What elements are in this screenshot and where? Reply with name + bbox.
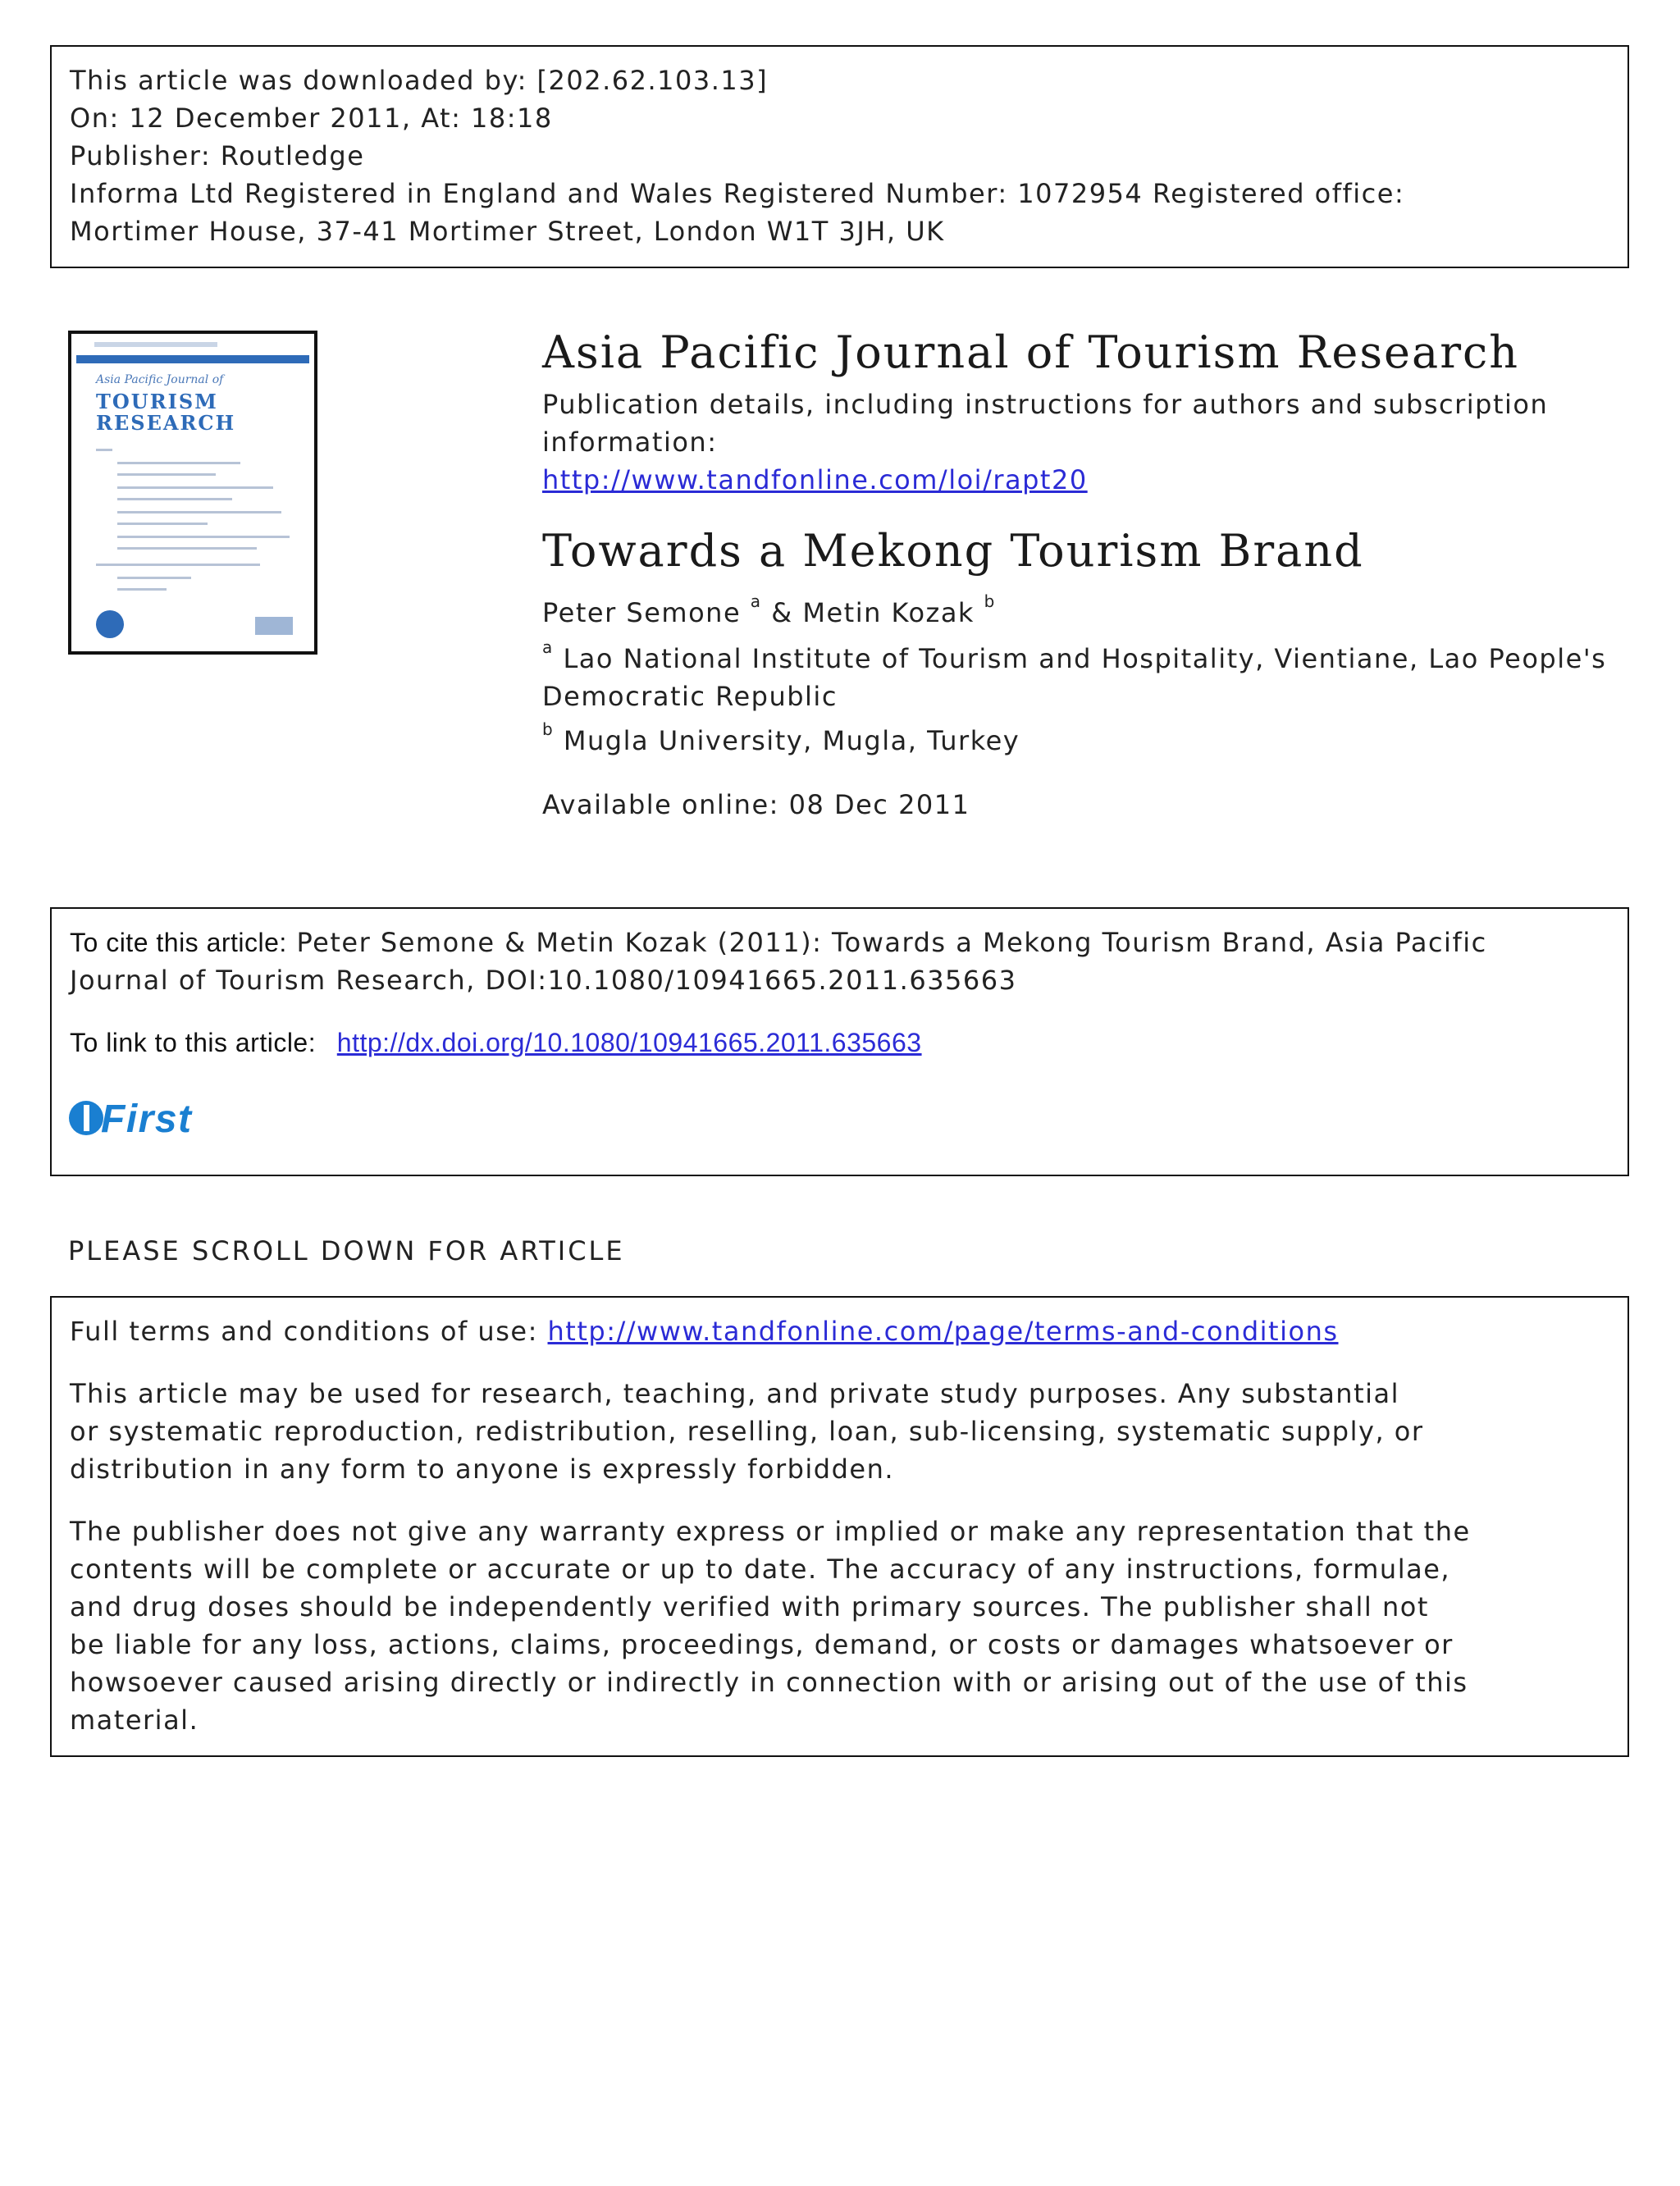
usage-paragraph-line: distribution in any form to anyone is expressly forbidden. — [70, 1454, 895, 1485]
publisher-line: Publisher: Routledge — [70, 140, 365, 171]
usage-paragraph-line: or systematic reproduction, redistribution, reselling, loan, sub-licensing, systematic supply, or — [70, 1416, 1424, 1447]
publication-details-line1: Publication details, including instructions for authors and subscription — [542, 389, 1549, 420]
cover-toc-line — [96, 449, 112, 451]
affiliation-b-line — [542, 719, 1020, 756]
download-ip-line: This article was downloaded by: [202.62.103.13] — [70, 65, 769, 96]
cover-toc-line — [117, 486, 273, 489]
terms-line — [70, 1316, 1339, 1347]
terms-link[interactable]: http://www.tandfonline.com/page/terms-and-conditions — [547, 1316, 1339, 1347]
cover-routledge-logo — [255, 617, 293, 635]
cover-toc-line — [117, 577, 191, 579]
disclaimer-paragraph-line: be liable for any loss, actions, claims, proceedings, demand, or costs or damages whatsoever or — [70, 1629, 1454, 1660]
disclaimer-paragraph-line: The publisher does not give any warranty express or implied or make any representation that the — [70, 1516, 1471, 1547]
publication-details-line2: information: — [542, 427, 718, 458]
terms-label: Full terms and conditions of use: — [70, 1316, 538, 1347]
cover-publisher-logo — [96, 610, 124, 638]
affiliation-a-text: Lao National Institute of Tourism and Hospitality, Vientiane, Lao People's — [563, 643, 1607, 674]
ifirst-logo — [68, 1093, 224, 1143]
cite-label: To cite this article: — [70, 928, 287, 957]
doi-link[interactable]: http://dx.doi.org/10.1080/10941665.2011.635663 — [336, 1028, 922, 1057]
usage-paragraph-line: This article may be used for research, teaching, and private study purposes. Any substantial — [70, 1378, 1400, 1409]
journal-name: Asia Pacific Journal of Tourism Research — [542, 326, 1520, 378]
ifirst-logo-text: First — [101, 1098, 193, 1141]
affiliation-a-line2: Democratic Republic — [542, 681, 838, 712]
author-separator: & — [771, 597, 793, 628]
affiliation-b-text: Mugla University, Mugla, Turkey — [563, 725, 1020, 756]
cover-top-bar — [94, 342, 217, 347]
affiliation-marker: b — [542, 719, 555, 739]
cover-toc-line — [117, 588, 167, 591]
author-name: Metin Kozak — [802, 597, 975, 628]
author-affiliation-marker: b — [984, 591, 996, 611]
scroll-notice: PLEASE SCROLL DOWN FOR ARTICLE — [68, 1235, 625, 1266]
disclaimer-paragraph-line: howsoever caused arising directly or indirectly in connection with or arising out of the use of this — [70, 1667, 1468, 1698]
author-name: Peter Semone — [542, 597, 742, 628]
cover-stripe — [76, 355, 309, 363]
disclaimer-paragraph-line: contents will be complete or accurate or up to date. The accuracy of any instructions, formulae, — [70, 1554, 1451, 1585]
disclaimer-paragraph-line: and drug doses should be independently verified with primary sources. The publisher shall not — [70, 1591, 1429, 1622]
cover-toc-line — [117, 547, 257, 550]
link-label: To link to this article: — [70, 1028, 317, 1057]
affiliation-a-line1 — [542, 637, 1607, 674]
link-line — [70, 1027, 922, 1058]
article-title: Towards a Mekong Tourism Brand — [542, 525, 1364, 577]
download-date-line: On: 12 December 2011, At: 18:18 — [70, 103, 553, 134]
cite-box — [50, 907, 1629, 1176]
cite-line2: Journal of Tourism Research, DOI:10.1080/10941665.2011.635663 — [70, 965, 1017, 996]
authors-line — [542, 591, 996, 628]
cover-title-line1: TOURISM — [96, 390, 218, 413]
ifirst-logo-i-stem — [84, 1105, 89, 1131]
cite-text: Peter Semone & Metin Kozak (2011): Towards a Mekong Tourism Brand, Asia Pacific — [296, 927, 1487, 958]
cover-toc-line — [117, 511, 281, 513]
cover-toc-line — [117, 462, 240, 464]
affiliation-marker: a — [542, 637, 554, 657]
journal-cover-image — [68, 331, 317, 655]
cover-title-line2: RESEARCH — [96, 411, 236, 435]
cover-toc-line — [117, 536, 290, 538]
available-online: Available online: 08 Dec 2011 — [542, 789, 970, 820]
office-address-line: Mortimer House, 37-41 Mortimer Street, London W1T 3JH, UK — [70, 216, 945, 247]
terms-box — [50, 1296, 1629, 1757]
cover-toc-line — [96, 564, 260, 566]
disclaimer-paragraph-line: material. — [70, 1705, 199, 1736]
cite-line1 — [70, 927, 1487, 958]
cover-toc-line — [117, 523, 208, 525]
download-info-box — [50, 45, 1629, 268]
cover-toc-line — [117, 473, 216, 476]
cover-toc-line — [117, 498, 232, 500]
author-affiliation-marker: a — [750, 591, 762, 611]
journal-url-link[interactable]: http://www.tandfonline.com/loi/rapt20 — [542, 464, 1088, 495]
registration-line: Informa Ltd Registered in England and Wales Registered Number: 1072954 Registered office: — [70, 178, 1405, 209]
cover-series-text: Asia Pacific Journal of — [96, 373, 224, 386]
